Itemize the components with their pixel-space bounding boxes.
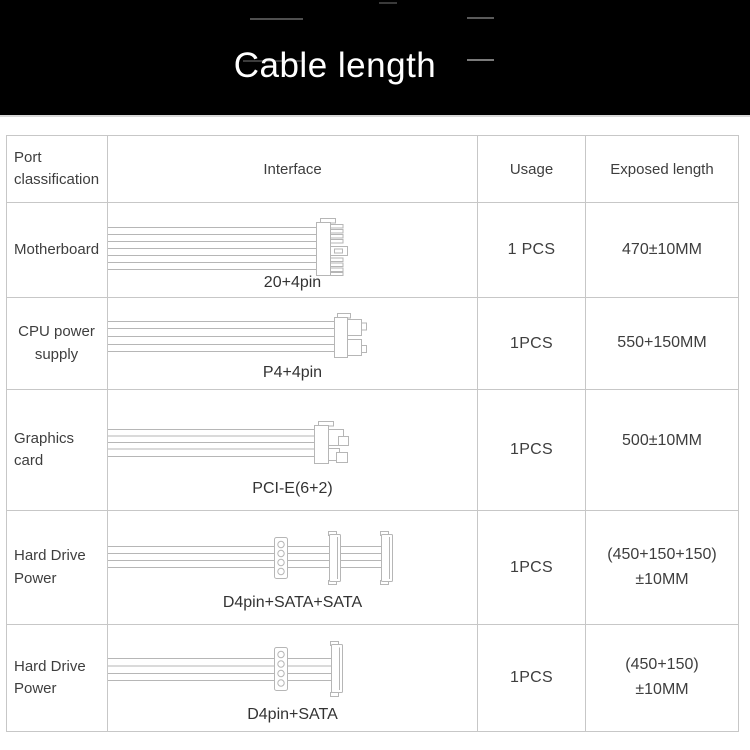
interface-label: 20+4pin (263, 274, 322, 291)
column-header-port: Port classification (7, 136, 108, 203)
usage-cell: 1PCS (478, 625, 586, 732)
port-cell: Hard Drive Power (7, 625, 108, 732)
artifact-dash (250, 18, 303, 20)
interface-label: D4pin+SATA+SATA (222, 594, 363, 611)
usage-cell: 1PCS (478, 390, 586, 511)
banner (0, 0, 750, 117)
interface-cell (108, 625, 478, 732)
table-row (7, 511, 739, 625)
port-cell: Motherboard (7, 203, 108, 298)
interface-cell (108, 298, 478, 390)
cable-length-table (6, 135, 739, 732)
interface-cell (108, 203, 478, 298)
column-header-interface: Interface (108, 136, 478, 203)
usage-cell: 1 PCS (478, 203, 586, 298)
table-row (7, 298, 739, 390)
interface-label: PCI-E(6+2) (252, 480, 333, 497)
column-header-usage: Usage (478, 136, 586, 203)
page-title: Cable length (233, 46, 437, 85)
table-row (7, 625, 739, 732)
exposed-length-cell: 500±10MM (586, 390, 739, 511)
exposed-length-cell: 550+150MM (586, 298, 739, 390)
table-row (7, 203, 739, 298)
exposed-length-cell: 470±10MM (586, 203, 739, 298)
column-header-exposed: Exposed length (586, 136, 739, 203)
header-row (7, 136, 739, 203)
exposed-length-cell: (450+150+150) ±10MM (586, 511, 739, 625)
artifact-dash (467, 17, 494, 19)
interface-cell (108, 511, 478, 625)
table-row (7, 390, 739, 511)
interface-label: P4+4pin (262, 364, 323, 381)
usage-cell: 1PCS (478, 511, 586, 625)
interface-cell (108, 390, 478, 511)
exposed-length-cell: (450+150) ±10MM (586, 625, 739, 732)
interface-label: D4pin+SATA (247, 706, 338, 723)
port-cell: Graphics card (7, 390, 108, 511)
port-cell: Hard Drive Power (7, 511, 108, 625)
usage-cell: 1PCS (478, 298, 586, 390)
port-cell: CPU power supply (7, 298, 108, 390)
artifact-dash (379, 2, 397, 4)
